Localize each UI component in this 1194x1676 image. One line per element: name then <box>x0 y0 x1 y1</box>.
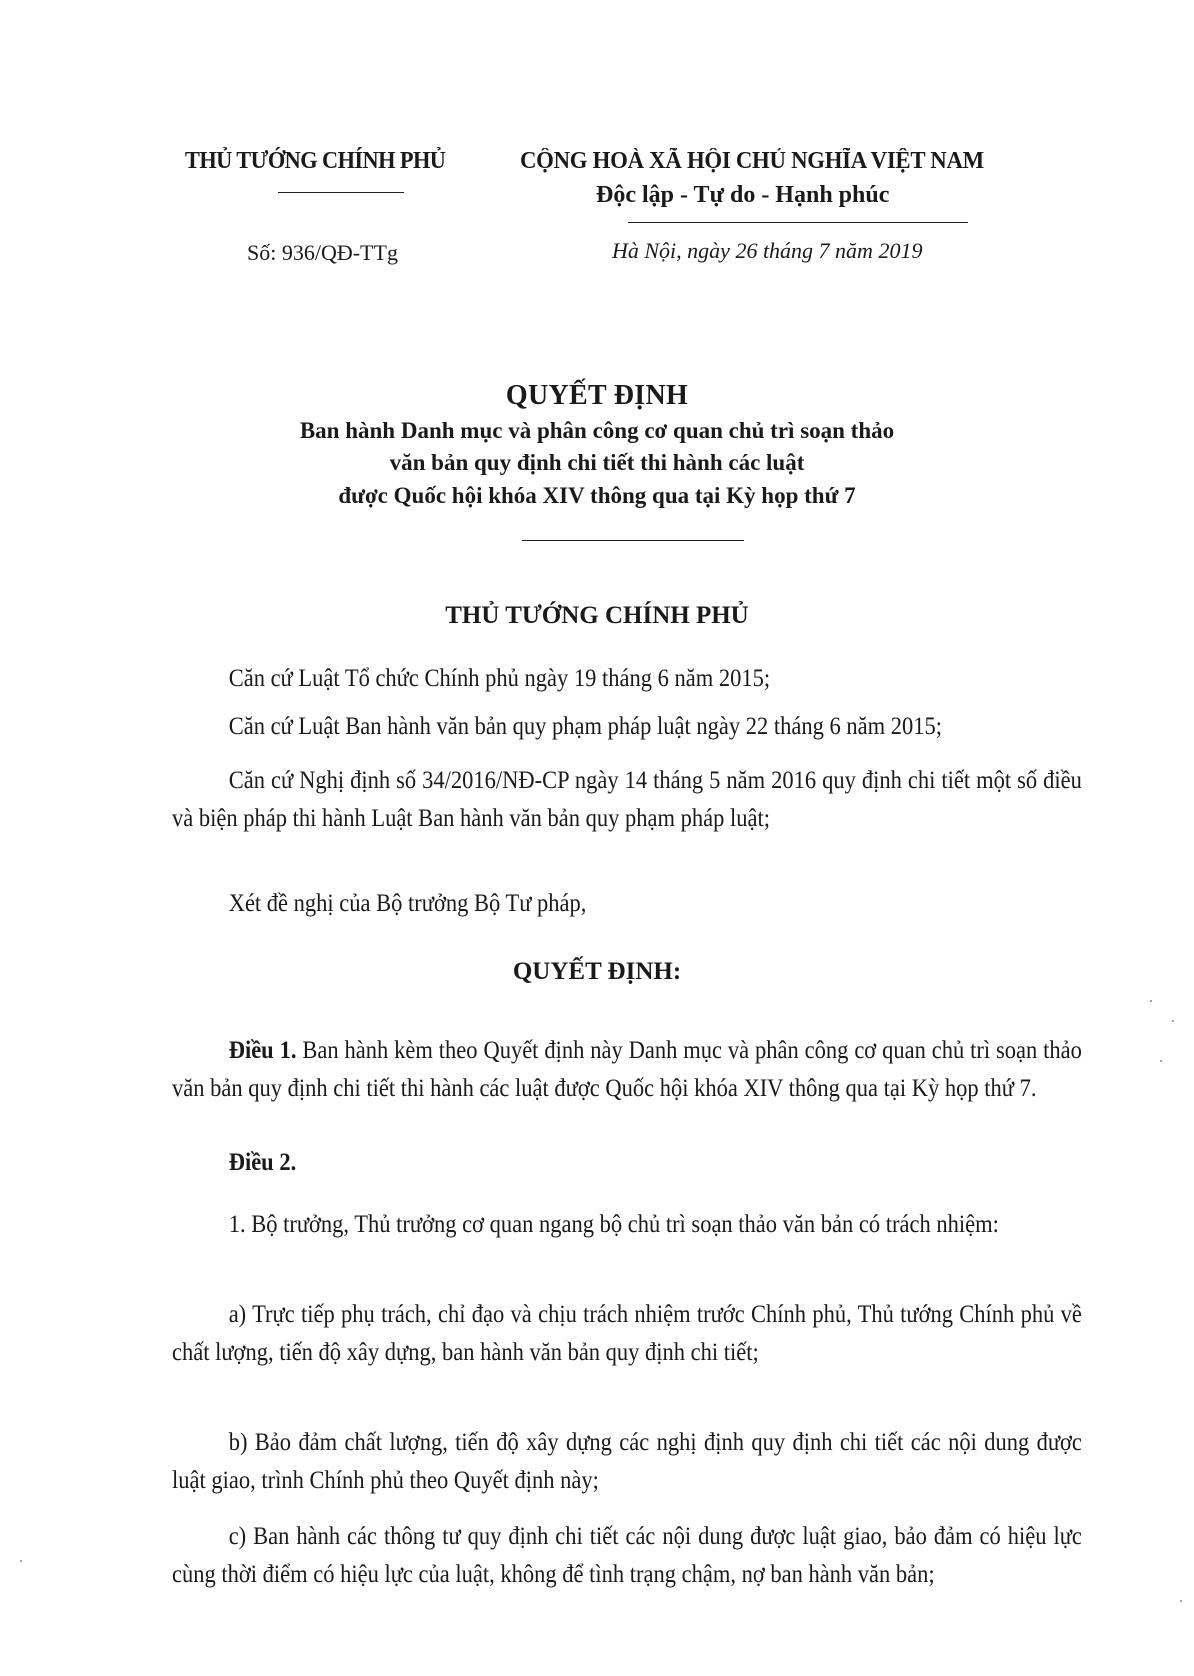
article-2-label: Điều 2. <box>228 1149 297 1176</box>
preamble-paragraph <box>172 708 1082 746</box>
motto-underline <box>628 222 968 223</box>
authority-heading: THỦ TƯỚNG CHÍNH PHỦ <box>445 602 749 629</box>
point-b-text: b) Bảo đảm chất lượng, tiến độ xây dựng các nghị định quy định chi tiết các nội dung được luật giao, trình Chính phủ theo Quyết định này; <box>172 1429 1082 1494</box>
document-number: Số: 936/QĐ-TTg <box>247 240 398 265</box>
subtitle-line: được Quốc hội khóa XIV thông qua tại Kỳ họp thứ 7 <box>338 483 856 508</box>
point-a <box>172 1296 1082 1372</box>
clause-1-text: 1. Bộ trưởng, Thủ trưởng cơ quan ngang bộ chủ trì soạn thảo văn bản có trách nhiệm: <box>228 1211 999 1238</box>
point-c <box>172 1518 1082 1594</box>
subtitle-line: văn bản quy định chi tiết thi hành các luật <box>389 450 805 475</box>
preamble-paragraph <box>172 885 1082 923</box>
scan-speck <box>1160 1060 1162 1062</box>
preamble-text: Xét đề nghị của Bộ trưởng Bộ Tư pháp, <box>228 890 587 917</box>
issuer-heading: THỦ TƯỚNG CHÍNH PHỦ <box>185 148 446 174</box>
place-date: Hà Nội, ngày 26 tháng 7 năm 2019 <box>612 238 923 263</box>
preamble-paragraph <box>172 660 1082 698</box>
scan-speck <box>20 1560 22 1562</box>
scan-speck <box>1180 1600 1182 1602</box>
scan-speck <box>1150 1000 1152 1002</box>
point-b <box>172 1424 1082 1500</box>
preamble-text: Căn cứ Nghị định số 34/2016/NĐ-CP ngày 14 tháng 5 năm 2016 quy định chi tiết một số điều và biện pháp thi hành Luật Ban hành văn bản quy phạm pháp luật; <box>172 767 1082 832</box>
article-1-label: Điều 1. <box>228 1037 297 1064</box>
clause-1 <box>172 1206 1082 1244</box>
preamble-text: Căn cứ Luật Tổ chức Chính phủ ngày 19 tháng 6 năm 2015; <box>228 665 771 692</box>
preamble-text: Căn cứ Luật Ban hành văn bản quy phạm pháp luật ngày 22 tháng 6 năm 2015; <box>228 713 942 740</box>
document-title: QUYẾT ĐỊNH <box>505 380 689 411</box>
preamble-paragraph <box>172 762 1082 838</box>
article-2 <box>172 1144 1082 1182</box>
decide-heading: QUYẾT ĐỊNH: <box>512 958 682 985</box>
issuer-underline <box>278 192 404 193</box>
national-motto: Độc lập - Tự do - Hạnh phúc <box>596 182 890 208</box>
country-heading: CỘNG HOÀ XÃ HỘI CHỦ NGHĨA VIỆT NAM <box>520 148 984 174</box>
title-underline <box>522 540 744 541</box>
article-1 <box>172 1032 1082 1108</box>
scan-speck <box>1172 1020 1174 1022</box>
subtitle-line: Ban hành Danh mục và phân công cơ quan chủ trì soạn thảo <box>299 418 895 443</box>
article-1-text: Ban hành kèm theo Quyết định này Danh mục và phân công cơ quan chủ trì soạn thảo văn bản quy định chi tiết thi hành các luật được Quốc hội khóa XIV thông qua tại Kỳ họp thứ 7. <box>172 1037 1082 1102</box>
point-c-text: c) Ban hành các thông tư quy định chi tiết các nội dung được luật giao, bảo đảm có hiệu lực cùng thời điểm có hiệu lực của luật, không để tình trạng chậm, nợ ban hành văn bản; <box>172 1523 1082 1588</box>
point-a-text: a) Trực tiếp phụ trách, chỉ đạo và chịu trách nhiệm trước Chính phủ, Thủ tướng Chính phủ về chất lượng, tiến độ xây dựng, ban hành văn bản quy định chi tiết; <box>172 1301 1082 1366</box>
